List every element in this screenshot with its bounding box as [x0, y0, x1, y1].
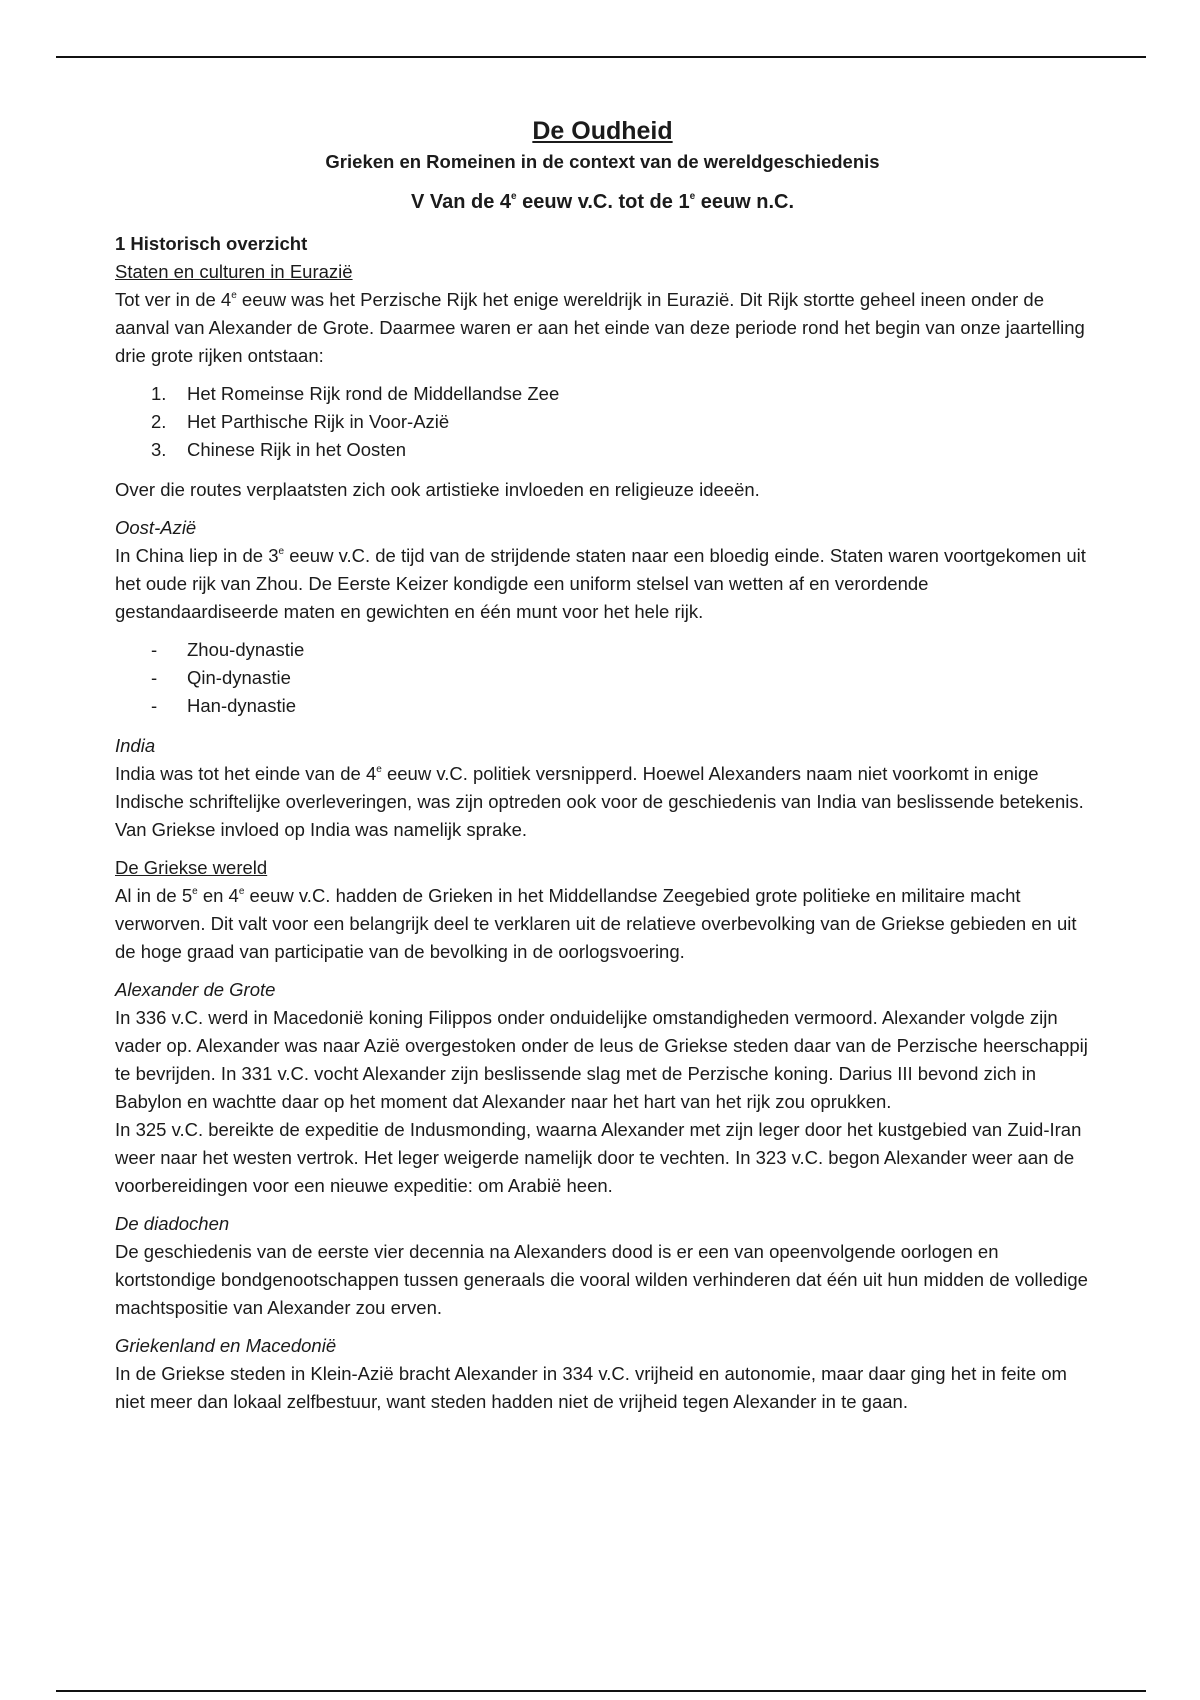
document-title: De Oudheid: [532, 117, 673, 145]
list-marker: -: [151, 695, 158, 716]
list-item: [115, 436, 1090, 464]
list-item-text: Het Romeinse Rijk rond de Middellandse Zee: [187, 383, 560, 404]
list-marker: -: [151, 639, 158, 660]
document-subtitle: Grieken en Romeinen in de context van de wereldgeschiedenis: [325, 151, 880, 172]
list-item-text: Het Parthische Rijk in Voor-Azië: [187, 411, 450, 432]
paragraph: Tot ver in de 4e eeuw was het Perzische Rijk het enige wereldrijk in Eurazië. Dit Rijk stortte geheel ineen onder de aanval van Alexander de Grote. Daarmee waren er aan het einde van deze periode rond het begin van onze jaartelling drie grote rijken ontstaan:: [115, 289, 1085, 366]
paragraph: Over die routes verplaatsten zich ook artistieke invloeden en religieuze ideeën.: [115, 479, 760, 500]
section-heading: 1 Historisch overzicht: [115, 233, 308, 254]
header-rule: [56, 56, 1146, 58]
list-item: [115, 408, 1090, 436]
list-marker: 3.: [151, 439, 167, 460]
subheading-staten: Staten en culturen in Eurazië: [115, 261, 353, 282]
list-item-text: Chinese Rijk in het Oosten: [187, 439, 407, 460]
subheading-diadochen: De diadochen: [115, 1213, 230, 1234]
list-item: [115, 692, 1090, 720]
subheading-alexander: Alexander de Grote: [115, 979, 276, 1000]
period-heading: V Van de 4e eeuw v.C. tot de 1e eeuw n.C.: [410, 191, 795, 213]
paragraph: In de Griekse steden in Klein-Azië bracht Alexander in 334 v.C. vrijheid en autonomie, maar daar ging het in feite om niet meer dan lokaal zelfbestuur, want steden hadden niet de vrijheid tegen Alexander in te gaan.: [115, 1363, 1067, 1412]
list-marker: 2.: [151, 411, 167, 432]
paragraph: In China liep in de 3e eeuw v.C. de tijd van de strijdende staten naar een bloedig einde. Staten waren voortgekomen uit het oude rijk van Zhou. De Eerste Keizer kondigde een uniform stelsel van wetten af en verordende gestandaardiseerde maten en gewichten en één munt voor het hele rijk.: [115, 545, 1086, 622]
bullet-list: [115, 636, 1090, 720]
list-item: [115, 380, 1090, 408]
numbered-list: [115, 380, 1090, 464]
list-marker: 1.: [151, 383, 167, 404]
list-item: [115, 636, 1090, 664]
list-marker: -: [151, 667, 158, 688]
subheading-oost-azie: Oost-Azië: [115, 517, 197, 538]
document-page: [115, 114, 1090, 1426]
footer-rule: [56, 1690, 1146, 1692]
subheading-griekenland: Griekenland en Macedonië: [115, 1335, 337, 1356]
list-item-text: Zhou-dynastie: [187, 639, 305, 660]
paragraph: In 325 v.C. bereikte de expeditie de Indusmonding, waarna Alexander met zijn leger door het kustgebied van Zuid-Iran weer naar het westen vertrok. Het leger weigerde namelijk door te vechten. In 323 v.C. begon Alexander weer aan de voorbereidingen voor een nieuwe expeditie: om Arabië heen.: [115, 1119, 1082, 1196]
list-item-text: Han-dynastie: [187, 695, 297, 716]
list-item-text: Qin-dynastie: [187, 667, 291, 688]
subheading-india: India: [115, 735, 156, 756]
paragraph: In 336 v.C. werd in Macedonië koning Filippos onder onduidelijke omstandigheden vermoord. Alexander volgde zijn vader op. Alexander was naar Azië overgestoken onder de leus de Griekse steden daar van de Perzische heerschappij te bevrijden. In 331 v.C. vocht Alexander zijn beslissende slag met de Perzische koning. Darius III bevond zich in Babylon en wachtte daar op het moment dat Alexander naar het hart van het rijk zou oprukken.: [115, 1007, 1088, 1112]
subheading-griekse-wereld: De Griekse wereld: [115, 857, 268, 878]
paragraph: De geschiedenis van de eerste vier decennia na Alexanders dood is er een van opeenvolgende oorlogen en kortstondige bondgenootschappen tussen generaals die vooral wilden verhinderen dat één uit hun midden de volledige machtspositie van Alexander zou erven.: [115, 1241, 1088, 1318]
paragraph: Al in de 5e en 4e eeuw v.C. hadden de Grieken in het Middellandse Zeegebied grote politieke en militaire macht verworven. Dit valt voor een belangrijk deel te verklaren uit de relatieve overbevolking van de Griekse gebieden en uit de hoge graad van participatie van de bevolking in de oorlogsvoering.: [115, 885, 1077, 962]
list-item: [115, 664, 1090, 692]
paragraph: India was tot het einde van de 4e eeuw v.C. politiek versnipperd. Hoewel Alexanders naam niet voorkomt in enige Indische schriftelijke overleveringen, was zijn optreden ook voor de geschiedenis van India van beslissende betekenis. Van Griekse invloed op India was namelijk sprake.: [115, 763, 1084, 840]
